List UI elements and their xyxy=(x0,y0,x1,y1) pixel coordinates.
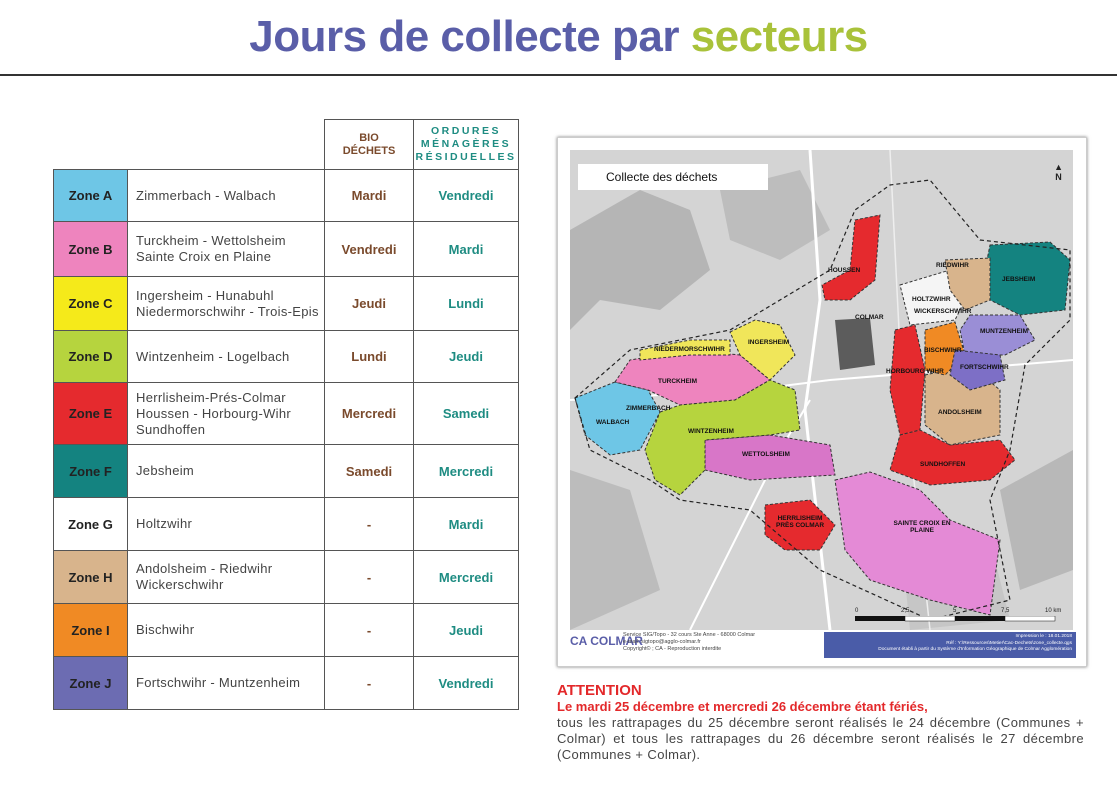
header-omr-label: ORDURES MÉNAGÈRES RÉSIDUELLES xyxy=(415,125,517,163)
map-footer-left-text: Service SIG/Topo - 32 cours Ste Anne - 68000 Colmar e-mail: sigtopo@agglo-colmar.fr Copyright© ; CA - Reproduction interdite xyxy=(623,632,756,652)
map-label: ZIMMERBACH xyxy=(626,405,671,412)
bio-day-cell: Lundi xyxy=(325,331,414,383)
header-blank xyxy=(54,120,325,170)
communes-cell: Turckheim - Wettolsheim Sainte Croix en Plaine xyxy=(128,222,325,277)
omr-day-cell: Samedi xyxy=(414,383,519,445)
map-title: Collecte des déchets xyxy=(578,164,768,190)
table-row xyxy=(54,604,519,657)
attention-notice xyxy=(557,682,1084,763)
title-divider xyxy=(0,74,1117,76)
communes-cell: Herrlisheim-Prés-Colmar Houssen - Horbourg-Wihr Sundhoffen xyxy=(128,383,325,445)
scale-bar xyxy=(855,608,1065,622)
north-label: N xyxy=(1055,172,1062,182)
omr-day-cell: Mardi xyxy=(414,222,519,277)
map-label: TURCKHEIM xyxy=(658,378,697,385)
map-canvas xyxy=(570,150,1073,630)
communes-cell: Andolsheim - Riedwihr Wickerschwihr xyxy=(128,551,325,604)
header-bio xyxy=(325,120,414,170)
bio-day-cell: - xyxy=(325,657,414,710)
communes-cell: Zimmerbach - Walbach xyxy=(128,170,325,222)
map-panel xyxy=(557,137,1087,667)
zone-cell: Zone H xyxy=(54,551,128,604)
attention-heading: ATTENTION xyxy=(557,682,642,699)
map-label: HOUSSEN xyxy=(828,267,861,274)
map-label: ANDOLSHEIM xyxy=(938,409,982,416)
map-label: MUNTZENHEIM xyxy=(980,328,1029,335)
map-label: WALBACH xyxy=(596,419,630,426)
bio-day-cell: - xyxy=(325,551,414,604)
header-bio-label: BIO DÉCHETS xyxy=(342,131,396,157)
bio-day-cell: Samedi xyxy=(325,445,414,498)
table-row xyxy=(54,170,519,222)
communes-cell: Fortschwihr - Muntzenheim xyxy=(128,657,325,710)
zone-cell: Zone J xyxy=(54,657,128,710)
scale-2-5: 2,5 xyxy=(901,608,910,614)
communes-cell: Holtzwihr xyxy=(128,498,325,551)
map-label: INGERSHEIM xyxy=(748,339,790,346)
zone-cell: Zone D xyxy=(54,331,128,383)
bio-day-cell: - xyxy=(325,604,414,657)
sector-map xyxy=(570,150,1073,630)
scale-bar-graphic xyxy=(855,616,1065,622)
schedule-table xyxy=(53,119,519,710)
communes-cell: Ingersheim - Hunabuhl Niedermorschwihr - Trois-Epis xyxy=(128,277,325,331)
map-label: HERRLISHEIM PRÈS COLMAR xyxy=(775,515,825,529)
map-label: JEBSHEIM xyxy=(1002,276,1036,283)
map-footer-right-text: Impression le : 18.01.2018 Réf : Y:\Ressources\Metier\Cac-Dechets\zone_collecte.qgs Document établi à partir du Système d'Information Géographique de Colmar Agglomération xyxy=(878,634,1072,652)
omr-day-cell: Jeudi xyxy=(414,331,519,383)
bio-day-cell: Mardi xyxy=(325,170,414,222)
map-label: FORTSCHWIHR xyxy=(960,364,1009,371)
zone-cell: Zone G xyxy=(54,498,128,551)
map-label: WETTOLSHEIM xyxy=(742,451,790,458)
map-label: COLMAR xyxy=(855,314,884,321)
scale-5: 5 xyxy=(953,608,957,614)
title-part1: Jours de collecte par xyxy=(249,12,679,61)
omr-day-cell: Mercredi xyxy=(414,445,519,498)
table-row xyxy=(54,277,519,331)
communes-cell: Jebsheim xyxy=(128,445,325,498)
table-row xyxy=(54,222,519,277)
omr-day-cell: Vendredi xyxy=(414,657,519,710)
omr-day-cell: Jeudi xyxy=(414,604,519,657)
zone-cell: Zone E xyxy=(54,383,128,445)
table-row xyxy=(54,657,519,710)
zone-cell: Zone B xyxy=(54,222,128,277)
table-row xyxy=(54,445,519,498)
zone-cell: Zone I xyxy=(54,604,128,657)
map-footer-right xyxy=(824,632,1076,658)
zone-cell: Zone A xyxy=(54,170,128,222)
map-footer-left xyxy=(568,632,828,653)
omr-day-cell: Mardi xyxy=(414,498,519,551)
map-label: HORBOURG WIHR xyxy=(886,368,944,375)
colmar-logo: CA COLMAR xyxy=(570,634,643,648)
bio-day-cell: Jeudi xyxy=(325,277,414,331)
table-row xyxy=(54,498,519,551)
bio-day-cell: Mercredi xyxy=(325,383,414,445)
attention-red-line: Le mardi 25 décembre et mercredi 26 décembre étant fériés, xyxy=(557,699,928,714)
omr-day-cell: Lundi xyxy=(414,277,519,331)
map-label: WICKERSCHWIHR xyxy=(914,308,972,315)
table-row xyxy=(54,383,519,445)
zone-cell: Zone C xyxy=(54,277,128,331)
map-label: SAINTE CROIX EN PLAINE xyxy=(893,520,951,534)
omr-day-cell: Mercredi xyxy=(414,551,519,604)
attention-body: tous les rattrapages du 25 décembre seront réalisés le 24 décembre (Communes + Colmar) et tous les rattrapages du 26 décembre seront réalisés le 27 décembre (Communes + Colmar). xyxy=(557,715,1084,762)
bio-day-cell: Vendredi xyxy=(325,222,414,277)
header-omr xyxy=(414,120,519,170)
scale-10: 10 km xyxy=(1045,608,1062,614)
map-label: WINTZENHEIM xyxy=(688,428,734,435)
table-row xyxy=(54,331,519,383)
page-title xyxy=(0,12,1117,62)
north-arrow-icon: ▲ N xyxy=(1054,162,1063,182)
map-label: HOLTZWIHR xyxy=(912,296,951,303)
map-label: SUNDHOFFEN xyxy=(920,461,966,468)
title-part2: secteurs xyxy=(690,12,868,61)
map-label: BISCHWIHR xyxy=(924,347,962,354)
map-label: RIEDWIHR xyxy=(936,262,969,269)
bio-day-cell: - xyxy=(325,498,414,551)
table-header-row xyxy=(54,120,519,170)
omr-day-cell: Vendredi xyxy=(414,170,519,222)
communes-cell: Wintzenheim - Logelbach xyxy=(128,331,325,383)
scale-7-5: 7,5 xyxy=(1001,608,1010,614)
table-row xyxy=(54,551,519,604)
map-label: NIEDERMORSCHWIHR xyxy=(654,346,725,353)
scale-0: 0 xyxy=(855,608,859,614)
communes-cell: Bischwihr xyxy=(128,604,325,657)
zone-cell: Zone F xyxy=(54,445,128,498)
